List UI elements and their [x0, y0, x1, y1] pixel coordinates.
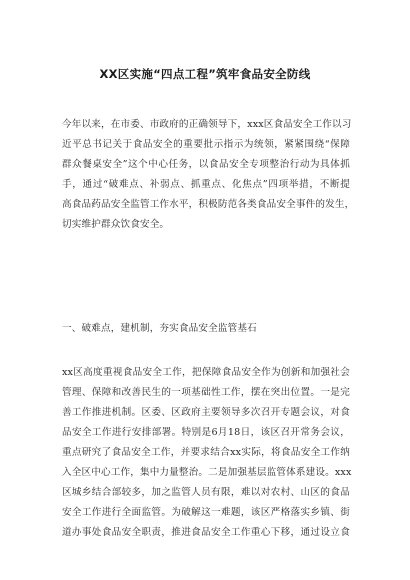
text-line: 近平总书记关于食品安全的重要批示指示为统领，紧紧围绕“保障: [62, 139, 350, 150]
text-line: 高食品药品安全监管工作水平，积极防范各类食品安全事件的发生，: [62, 199, 355, 210]
text-line: 道办事处食品安全职责，推进食品安全工作重心下移，通过设立食: [62, 527, 350, 538]
text-line: 今年以来，在市委、市政府的正确领导下，xxx区食品安全工作以习: [62, 119, 352, 130]
text-line: 手，通过“破难点、补弱点、抓重点、化焦点”四项举措，不断提: [62, 179, 350, 190]
text-line: 切实维护群众饮食安全。: [62, 219, 170, 230]
section-paragraph: [62, 363, 350, 543]
text-line: 重点研究了食品安全工作，并要求结合xx实际，将食品安全工作纳: [62, 447, 350, 458]
text-line: 管理、保障和改善民生的一项基础性工作，摆在突出位置。一是完: [62, 387, 350, 398]
text-line: xx区高度重视食品安全工作，把保障食品安全作为创新和加强社会: [62, 367, 350, 378]
text-line: 区城乡结合部较多，加之监管人员有限，难以对农村、山区的食品: [62, 487, 350, 498]
text-line: 入全区中心工作，集中力量整治。二是加强基层监管体系建设。xxx: [62, 467, 352, 478]
text-line: 善工作推进机制。区委、区政府主要领导多次召开专题会议，对食: [62, 407, 350, 418]
intro-paragraph: [62, 115, 355, 235]
text-line: 安全工作进行全面监管。为破解这一难题，该区严格落实乡镇、街: [62, 507, 350, 518]
section-heading: 一、破难点，建机制，夯实食品安全监管基石: [62, 323, 257, 334]
document-title: XX区实施“四点工程”筑牢食品安全防线: [99, 67, 311, 81]
text-line: 群众餐桌安全”这个中心任务，以食品安全专项整治行动为具体抓: [62, 159, 350, 170]
text-line: 品安全工作进行安排部署。特别是6月18日，该区召开常务会议，: [62, 427, 350, 438]
